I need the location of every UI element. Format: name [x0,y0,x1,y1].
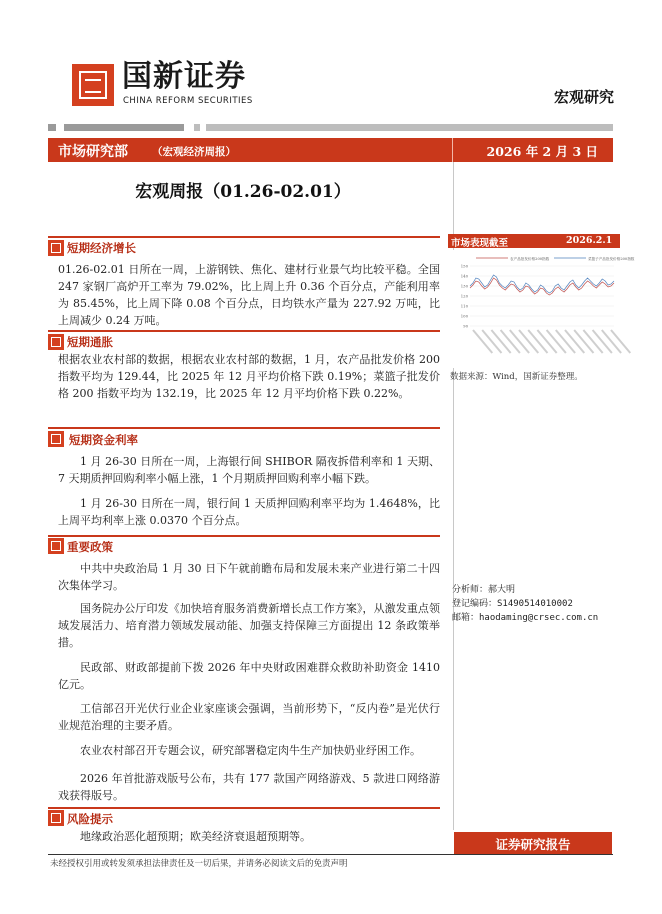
paragraph: 1 月 26-30 日所在一周，上海银行间 SHIBOR 隔夜拆借利率和 1 天期、7 天期质押回购利率小幅上涨，1 个月期质押回购利率小幅下跌。 [58,455,440,485]
y-tick-label-0: 90 [463,323,468,329]
paragraph: 2026 年首批游戏版号公布，共有 177 款国产网络游戏、5 款进口网络游戏获得版号。 [58,772,440,802]
divider [194,124,200,131]
paragraph: 中共中央政治局 1 月 30 日下午就前瞻布局和发展未来产业进行第二十四次集体学习。 [58,562,440,592]
paragraph: 民政部、财政部提前下拨 2026 年中央财政困难群众救助补助资金 1410 亿元。 [58,661,440,691]
page-title: 宏观周报（01.26-02.01） [135,182,351,202]
section-logo-icon [48,334,64,350]
divider [64,124,184,131]
section-logo-icon [48,538,64,554]
divider [452,138,453,162]
logo-text: 国新证券 [122,59,246,94]
report-type: （宏观经济周报） [152,146,236,158]
section-title: 风险提示 [67,812,113,826]
section-logo-icon [48,431,64,447]
paragraph: 工信部召开光伏行业企业家座谈会强调，当前形势下，“反内卷”是光伏行业规范治理的主要矛盾。 [58,702,440,732]
logo-mark [72,64,114,106]
divider [206,124,613,131]
chart-background [448,250,620,368]
section-logo-icon [48,240,64,256]
y-tick-label-3: 120 [460,293,468,299]
y-tick-label-2: 110 [460,303,468,309]
legend-label-0: 农产品批发价格200指数 [510,257,550,261]
paragraph: 01.26-02.01 日所在一周，上游钢铁、焦化、建材行业景气均比较平稳。全国 247 家钢厂高炉开工率为 79.02%，比上周上升 0.36 个百分点，产能利用率为 85.45%，比上周下降 0.08 个百分点，日均铁水产量为 227.92 万吨，比上周减少 0.24 万吨。 [58,263,440,327]
section-title: 短期资金利率 [69,433,138,447]
legend-label-1: 菜篮子产品批发价格200指数 [588,257,635,261]
logo-english: CHINA REFORM SECURITIES [123,96,253,106]
report-category: 宏观研究 [553,88,614,106]
section-rule [48,807,440,809]
y-tick-label-6: 150 [460,263,468,269]
section-title: 短期通胀 [67,335,113,349]
paragraph: 国务院办公厅印发《加快培育服务消费新增长点工作方案》，从激发重点领域发展活力、培育潜力领域发展动能、加强支持保障三方面提出 12 条政策举措。 [58,602,440,649]
report-date: 2026 年 2 月 3 日 [486,144,598,159]
section-rule [48,236,440,238]
y-tick-label-4: 130 [460,283,468,289]
market-label: 市场表现截至 [451,238,509,249]
disclaimer: 未经授权引用或转发须承担法律责任及一切后果，并请务必阅读文后的免责声明 [50,859,348,869]
analyst-license: 登记编码：S1490514010002 [452,599,573,609]
section-rule [48,427,440,429]
section-rule [48,535,440,537]
divider [48,124,56,131]
y-tick-label-5: 140 [460,273,468,279]
report-label: 证券研究报告 [495,837,571,852]
section-logo-icon [48,810,64,826]
section-title: 重要政策 [67,540,113,554]
footer-rule [48,854,613,855]
paragraph: 农业农村部召开专题会议，研究部署稳定肉牛生产加快奶业纾困工作。 [80,744,421,757]
paragraph: 1 月 26-30 日所在一周，银行间 1 天质押回购利率平均为 1.4648%，比上周平均利率上涨 0.0370 个百分点。 [58,497,440,527]
section-title: 短期经济增长 [67,241,136,255]
market-date: 2026.2.1 [566,235,613,246]
paragraph: 根据农业农村部的数据，根据农业农村部的数据，1 月，农产品批发价格 200 指数平均为 129.44，比 2025 年 12 月平均价格下跌 0.19%；菜篮子批发价格 200 指数平均为 132.19，比 2025 年 12 月平均价格下跌 0.22%。 [58,353,440,400]
department-label: 市场研究部 [58,144,128,160]
paragraph: 地缘政治恶化超预期；欧美经济衰退超预期等。 [80,830,311,843]
price-index-chart [448,250,635,368]
chart-source: 数据来源：Wind，国新证券整理。 [450,372,583,382]
y-tick-label-1: 100 [460,313,468,319]
section-rule [48,330,440,332]
analyst-name: 分析师：郝大明 [452,585,516,595]
analyst-email[interactable]: 邮箱：haodaming@crsec.com.cn [452,613,599,623]
